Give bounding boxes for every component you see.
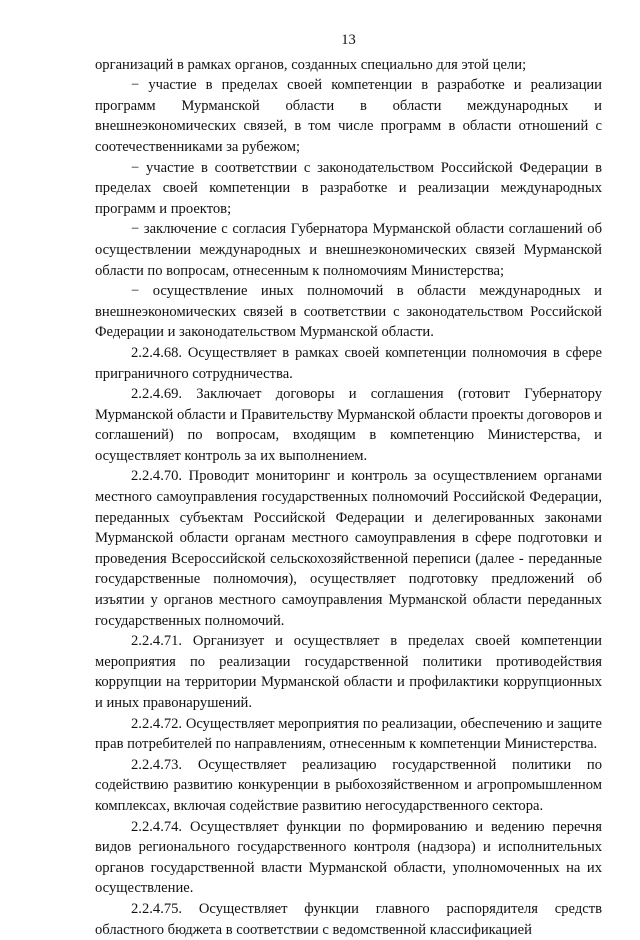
paragraph-continuation: организаций в рамках органов, созданных специально для этой цели; [95, 56, 527, 73]
list-item-programs: − участие в пределах своей компетенции в разработке и реализации программ Мурманской области в области международных и внешнеэкономических связей, в том числе программ в области отношений с соотечественниками за рубежом; [95, 77, 602, 155]
list-item-other-powers: − осуществление иных полномочий в области международных и внешнеэкономических связей в соответствии с законодательством Российской Федерации и законодательством Мурманской области. [95, 283, 602, 341]
list-item-agreements: − заключение с согласия Губернатора Мурманской области соглашений об осуществлении международных и внешнеэкономических связей Мурманской области по вопросам, отнесенным к полномочиям Министерства; [95, 221, 602, 279]
clause-2-2-4-74: 2.2.4.74. Осуществляет функции по формированию и ведению перечня видов регионального государственного контроля (надзора) и исполнительных органов государственной власти Мурманской области, уполномоченных на их осуществление. [95, 818, 602, 897]
list-item-international-programs: − участие в соответствии с законодательством Российской Федерации в пределах своей компетенции в разработке и реализации международных программ и проектов; [95, 159, 602, 217]
clause-2-2-4-73: 2.2.4.73. Осуществляет реализацию государственной политики по содействию развитию конкуренции в рыбохозяйственном и агропромышленном комплексах, включая содействие развитию негосударственного сектора. [95, 756, 602, 814]
clause-2-2-4-72: 2.2.4.72. Осуществляет мероприятия по реализации, обеспечению и защите прав потребителей по направлениям, отнесенным к компетенции Министерства. [95, 715, 602, 753]
document-page [95, 30, 602, 940]
clause-2-2-4-70: 2.2.4.70. Проводит мониторинг и контроль за осуществлением органами местного самоуправления государственных полномочий Российской Федерации, переданных субъектам Российской Федерации и делегированных законами Мурманской области органам местного самоуправления в сфере подготовки и проведения Всероссийской сельскохозяйственной переписи (далее - переданные государственные полномочия), осуществляет подготовку предложений об изъятии у органов местного самоуправления Мурманской области переданных государственных полномочий. [95, 468, 602, 629]
clause-2-2-4-71: 2.2.4.71. Организует и осуществляет в пределах своей компетенции мероприятия по реализации государственной политики противодействия коррупции на территории Мурманской области и профилактики коррупционных и иных правонарушений. [95, 633, 602, 711]
page-number: 13 [341, 32, 356, 48]
clause-2-2-4-75: 2.2.4.75. Осуществляет функции главного распорядителя средств областного бюджета в соответствии с ведомственной классификацией [95, 900, 602, 938]
clause-2-2-4-69: 2.2.4.69. Заключает договоры и соглашения (готовит Губернатору Мурманской области и Правительству Мурманской области проекты договоров и соглашений) по вопросам, входящим в компетенцию Министерства, и осуществляет контроль за их выполнением. [95, 386, 602, 464]
clause-2-2-4-68: 2.2.4.68. Осуществляет в рамках своей компетенции полномочия в сфере приграничного сотрудничества. [95, 344, 602, 382]
